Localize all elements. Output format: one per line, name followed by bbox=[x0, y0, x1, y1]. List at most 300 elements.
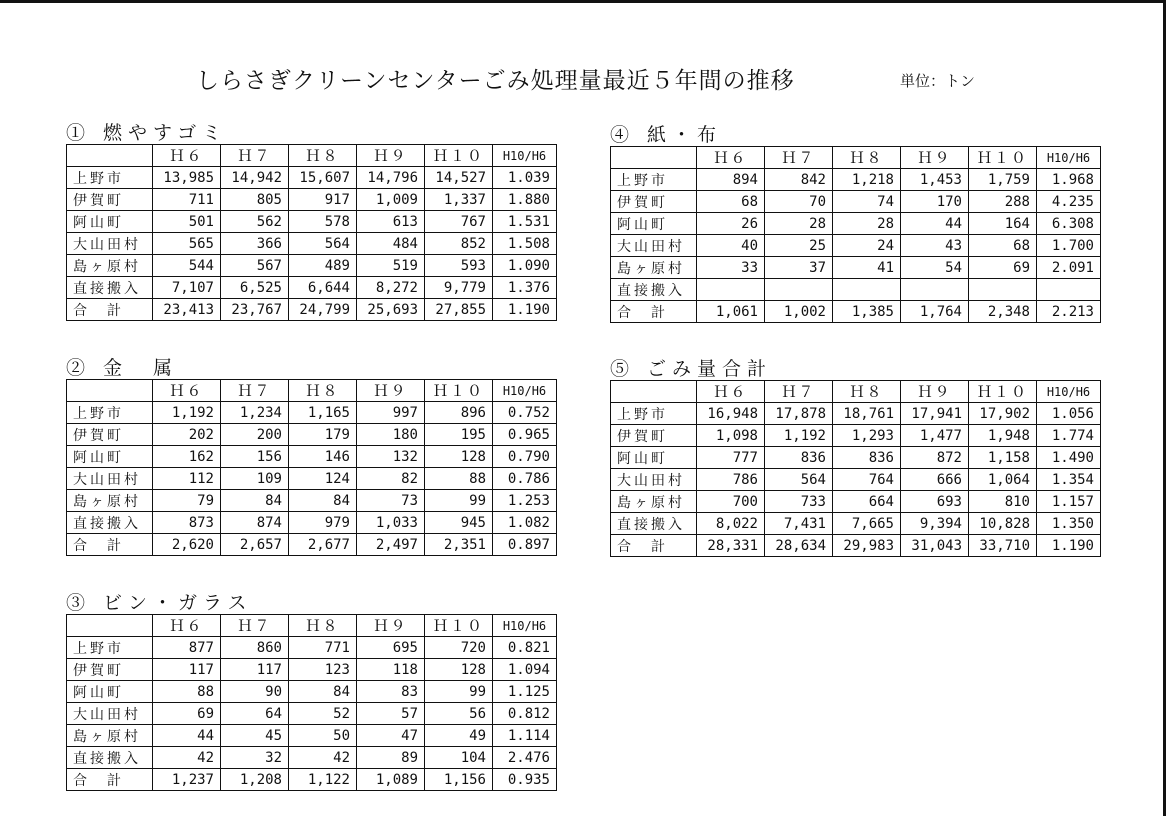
table-row bbox=[611, 491, 1101, 513]
row-label: 大山田村 bbox=[67, 468, 153, 490]
value-cell: 44 bbox=[153, 725, 221, 747]
value-cell: 810 bbox=[969, 491, 1037, 513]
value-cell: 118 bbox=[357, 659, 425, 681]
value-cell: 69 bbox=[153, 703, 221, 725]
value-cell: 82 bbox=[357, 468, 425, 490]
table-row bbox=[611, 257, 1101, 279]
value-cell: 180 bbox=[357, 424, 425, 446]
value-cell: 565 bbox=[153, 233, 221, 255]
row-label: 島ヶ原村 bbox=[611, 257, 697, 279]
table-row bbox=[611, 169, 1101, 191]
row-label: 島ヶ原村 bbox=[67, 255, 153, 277]
header-cell-ratio: H10/H6 bbox=[1037, 147, 1101, 169]
header-cell-year: Ｈ１０ bbox=[425, 380, 493, 402]
section-heading: ⑤ ごみ量合計 bbox=[610, 358, 773, 380]
table-row bbox=[67, 277, 557, 299]
value-cell: 1,192 bbox=[153, 402, 221, 424]
header-cell-year: Ｈ８ bbox=[833, 381, 901, 403]
header-cell-year: Ｈ６ bbox=[697, 147, 765, 169]
value-cell: 200 bbox=[221, 424, 289, 446]
table-row bbox=[67, 211, 557, 233]
value-cell: 564 bbox=[289, 233, 357, 255]
table-row bbox=[67, 703, 557, 725]
document-title: しらさぎクリーンセンターごみ処理量最近５年間の推移 bbox=[196, 68, 795, 94]
header-cell-year: Ｈ６ bbox=[153, 380, 221, 402]
ratio-cell: 1.350 bbox=[1037, 513, 1101, 535]
value-cell: 711 bbox=[153, 189, 221, 211]
value-cell: 979 bbox=[289, 512, 357, 534]
row-label: 上野市 bbox=[67, 637, 153, 659]
value-cell: 23,413 bbox=[153, 299, 221, 321]
value-cell: 1,234 bbox=[221, 402, 289, 424]
row-label: 上野市 bbox=[67, 167, 153, 189]
table-row bbox=[611, 213, 1101, 235]
table-row bbox=[611, 469, 1101, 491]
value-cell: 564 bbox=[765, 469, 833, 491]
table-row bbox=[611, 279, 1101, 301]
ratio-cell: 2.091 bbox=[1037, 257, 1101, 279]
value-cell: 10,828 bbox=[969, 513, 1037, 535]
value-cell: 873 bbox=[153, 512, 221, 534]
table-row bbox=[67, 534, 557, 556]
table-row bbox=[611, 447, 1101, 469]
value-cell: 786 bbox=[697, 469, 765, 491]
value-cell: 109 bbox=[221, 468, 289, 490]
header-cell-year: Ｈ８ bbox=[289, 615, 357, 637]
table-row bbox=[611, 235, 1101, 257]
value-cell: 917 bbox=[289, 189, 357, 211]
header-cell-year: Ｈ１０ bbox=[425, 615, 493, 637]
value-cell: 56 bbox=[425, 703, 493, 725]
value-cell: 24,799 bbox=[289, 299, 357, 321]
value-cell: 666 bbox=[901, 469, 969, 491]
value-cell: 14,942 bbox=[221, 167, 289, 189]
value-cell: 43 bbox=[901, 235, 969, 257]
ratio-cell: 1.880 bbox=[493, 189, 557, 211]
row-label: 上野市 bbox=[611, 169, 697, 191]
row-label: 直接搬入 bbox=[611, 279, 697, 301]
value-cell: 90 bbox=[221, 681, 289, 703]
value-cell: 27,855 bbox=[425, 299, 493, 321]
value-cell: 578 bbox=[289, 211, 357, 233]
value-cell: 693 bbox=[901, 491, 969, 513]
value-cell: 1,122 bbox=[289, 769, 357, 791]
value-cell: 31,043 bbox=[901, 535, 969, 557]
value-cell: 69 bbox=[969, 257, 1037, 279]
table-row bbox=[67, 769, 557, 791]
row-label: 直接搬入 bbox=[67, 747, 153, 769]
table-row bbox=[611, 403, 1101, 425]
section-heading: ② 金 属 bbox=[66, 357, 179, 379]
value-cell: 9,779 bbox=[425, 277, 493, 299]
row-label: 合 計 bbox=[67, 534, 153, 556]
ratio-cell: 1.090 bbox=[493, 255, 557, 277]
value-cell: 73 bbox=[357, 490, 425, 512]
row-label: 伊賀町 bbox=[67, 424, 153, 446]
unit-label: 単位：トン bbox=[900, 72, 976, 90]
value-cell: 700 bbox=[697, 491, 765, 513]
table-row bbox=[67, 725, 557, 747]
header-cell-year: Ｈ６ bbox=[697, 381, 765, 403]
value-cell: 162 bbox=[153, 446, 221, 468]
ratio-cell: 1.354 bbox=[1037, 469, 1101, 491]
value-cell: 28 bbox=[765, 213, 833, 235]
table-header-row bbox=[611, 147, 1101, 169]
value-cell: 23,767 bbox=[221, 299, 289, 321]
value-cell: 872 bbox=[901, 447, 969, 469]
value-cell: 17,878 bbox=[765, 403, 833, 425]
row-label: 上野市 bbox=[67, 402, 153, 424]
value-cell: 164 bbox=[969, 213, 1037, 235]
value-cell: 128 bbox=[425, 446, 493, 468]
value-cell: 29,983 bbox=[833, 535, 901, 557]
table-row bbox=[67, 299, 557, 321]
value-cell: 17,941 bbox=[901, 403, 969, 425]
value-cell: 1,337 bbox=[425, 189, 493, 211]
value-cell: 47 bbox=[357, 725, 425, 747]
value-cell: 132 bbox=[357, 446, 425, 468]
value-cell: 664 bbox=[833, 491, 901, 513]
value-cell: 288 bbox=[969, 191, 1037, 213]
value-cell: 2,497 bbox=[357, 534, 425, 556]
header-cell-year: Ｈ９ bbox=[901, 147, 969, 169]
value-cell: 805 bbox=[221, 189, 289, 211]
header-cell-year: Ｈ９ bbox=[357, 615, 425, 637]
value-cell: 124 bbox=[289, 468, 357, 490]
value-cell: 42 bbox=[289, 747, 357, 769]
table-header-row bbox=[67, 380, 557, 402]
value-cell: 777 bbox=[697, 447, 765, 469]
value-cell: 733 bbox=[765, 491, 833, 513]
value-cell: 1,293 bbox=[833, 425, 901, 447]
value-cell: 519 bbox=[357, 255, 425, 277]
value-cell: 84 bbox=[289, 490, 357, 512]
header-cell-year: Ｈ６ bbox=[153, 615, 221, 637]
value-cell: 852 bbox=[425, 233, 493, 255]
value-cell: 1,165 bbox=[289, 402, 357, 424]
ratio-cell: 1.376 bbox=[493, 277, 557, 299]
value-cell: 593 bbox=[425, 255, 493, 277]
value-cell: 14,796 bbox=[357, 167, 425, 189]
table-header-row bbox=[611, 381, 1101, 403]
value-cell: 112 bbox=[153, 468, 221, 490]
value-cell: 179 bbox=[289, 424, 357, 446]
value-cell: 57 bbox=[357, 703, 425, 725]
table-row bbox=[67, 490, 557, 512]
row-label: 伊賀町 bbox=[67, 189, 153, 211]
row-label: 伊賀町 bbox=[611, 425, 697, 447]
ratio-cell: 0.812 bbox=[493, 703, 557, 725]
section-paper-cloth bbox=[610, 124, 1101, 323]
value-cell: 1,192 bbox=[765, 425, 833, 447]
table-row bbox=[611, 301, 1101, 323]
value-cell: 544 bbox=[153, 255, 221, 277]
row-label: 上野市 bbox=[611, 403, 697, 425]
value-cell: 170 bbox=[901, 191, 969, 213]
value-cell bbox=[765, 279, 833, 301]
value-cell: 52 bbox=[289, 703, 357, 725]
value-cell: 40 bbox=[697, 235, 765, 257]
value-cell: 842 bbox=[765, 169, 833, 191]
row-label: 大山田村 bbox=[611, 469, 697, 491]
ratio-cell: 1.157 bbox=[1037, 491, 1101, 513]
value-cell: 33 bbox=[697, 257, 765, 279]
value-cell: 99 bbox=[425, 490, 493, 512]
row-label: 阿山町 bbox=[67, 446, 153, 468]
value-cell: 70 bbox=[765, 191, 833, 213]
value-cell: 117 bbox=[153, 659, 221, 681]
ratio-cell: 0.821 bbox=[493, 637, 557, 659]
table-row bbox=[67, 747, 557, 769]
ratio-cell: 1.531 bbox=[493, 211, 557, 233]
header-cell-blank bbox=[611, 147, 697, 169]
ratio-cell bbox=[1037, 279, 1101, 301]
value-cell: 567 bbox=[221, 255, 289, 277]
header-cell-year: Ｈ７ bbox=[221, 145, 289, 167]
value-cell: 1,158 bbox=[969, 447, 1037, 469]
value-cell: 83 bbox=[357, 681, 425, 703]
value-cell: 50 bbox=[289, 725, 357, 747]
data-table bbox=[66, 379, 557, 556]
value-cell: 28,634 bbox=[765, 535, 833, 557]
table-row bbox=[611, 513, 1101, 535]
value-cell: 28,331 bbox=[697, 535, 765, 557]
value-cell: 896 bbox=[425, 402, 493, 424]
value-cell: 997 bbox=[357, 402, 425, 424]
row-label: 島ヶ原村 bbox=[611, 491, 697, 513]
table-row bbox=[67, 637, 557, 659]
value-cell bbox=[969, 279, 1037, 301]
value-cell: 89 bbox=[357, 747, 425, 769]
ratio-cell: 1.490 bbox=[1037, 447, 1101, 469]
table-row bbox=[67, 659, 557, 681]
ratio-cell: 1.039 bbox=[493, 167, 557, 189]
value-cell: 18,761 bbox=[833, 403, 901, 425]
value-cell: 874 bbox=[221, 512, 289, 534]
value-cell: 8,272 bbox=[357, 277, 425, 299]
value-cell: 1,033 bbox=[357, 512, 425, 534]
value-cell: 25 bbox=[765, 235, 833, 257]
value-cell: 7,665 bbox=[833, 513, 901, 535]
value-cell: 84 bbox=[289, 681, 357, 703]
row-label: 大山田村 bbox=[67, 233, 153, 255]
value-cell: 88 bbox=[153, 681, 221, 703]
ratio-cell: 1.774 bbox=[1037, 425, 1101, 447]
header-cell-year: Ｈ１０ bbox=[425, 145, 493, 167]
value-cell: 1,237 bbox=[153, 769, 221, 791]
value-cell: 88 bbox=[425, 468, 493, 490]
value-cell: 1,477 bbox=[901, 425, 969, 447]
ratio-cell: 2.476 bbox=[493, 747, 557, 769]
header-cell-year: Ｈ７ bbox=[765, 147, 833, 169]
value-cell: 16,948 bbox=[697, 403, 765, 425]
header-cell-year: Ｈ９ bbox=[901, 381, 969, 403]
ratio-cell: 1.968 bbox=[1037, 169, 1101, 191]
section-heading: ① 燃やすゴミ bbox=[66, 122, 228, 144]
section-metal bbox=[66, 357, 557, 556]
value-cell: 32 bbox=[221, 747, 289, 769]
table-row bbox=[611, 535, 1101, 557]
value-cell: 195 bbox=[425, 424, 493, 446]
ratio-cell: 0.790 bbox=[493, 446, 557, 468]
table-row bbox=[67, 255, 557, 277]
value-cell: 202 bbox=[153, 424, 221, 446]
value-cell: 49 bbox=[425, 725, 493, 747]
ratio-cell: 0.752 bbox=[493, 402, 557, 424]
ratio-cell: 0.965 bbox=[493, 424, 557, 446]
row-label: 直接搬入 bbox=[67, 277, 153, 299]
value-cell: 84 bbox=[221, 490, 289, 512]
value-cell: 1,002 bbox=[765, 301, 833, 323]
page-border-top bbox=[0, 0, 1166, 3]
value-cell: 1,156 bbox=[425, 769, 493, 791]
ratio-cell: 4.235 bbox=[1037, 191, 1101, 213]
header-cell-blank bbox=[67, 380, 153, 402]
ratio-cell: 0.786 bbox=[493, 468, 557, 490]
ratio-cell: 1.508 bbox=[493, 233, 557, 255]
table-row bbox=[67, 189, 557, 211]
row-label: 大山田村 bbox=[67, 703, 153, 725]
row-label: 阿山町 bbox=[67, 681, 153, 703]
value-cell: 1,218 bbox=[833, 169, 901, 191]
header-cell-blank bbox=[67, 615, 153, 637]
section-heading: ③ ビン・ガラス bbox=[66, 592, 253, 614]
value-cell: 1,009 bbox=[357, 189, 425, 211]
value-cell: 6,525 bbox=[221, 277, 289, 299]
value-cell: 146 bbox=[289, 446, 357, 468]
value-cell: 366 bbox=[221, 233, 289, 255]
value-cell: 13,985 bbox=[153, 167, 221, 189]
value-cell: 764 bbox=[833, 469, 901, 491]
value-cell: 894 bbox=[697, 169, 765, 191]
header-cell-blank bbox=[611, 381, 697, 403]
value-cell: 1,061 bbox=[697, 301, 765, 323]
table-header-row bbox=[67, 615, 557, 637]
row-label: 直接搬入 bbox=[67, 512, 153, 534]
table-row bbox=[611, 425, 1101, 447]
value-cell: 14,527 bbox=[425, 167, 493, 189]
value-cell: 836 bbox=[833, 447, 901, 469]
table-header-row bbox=[67, 145, 557, 167]
value-cell: 8,022 bbox=[697, 513, 765, 535]
value-cell: 41 bbox=[833, 257, 901, 279]
ratio-cell: 1.253 bbox=[493, 490, 557, 512]
value-cell: 2,677 bbox=[289, 534, 357, 556]
ratio-cell: 1.190 bbox=[1037, 535, 1101, 557]
value-cell: 1,064 bbox=[969, 469, 1037, 491]
value-cell: 15,607 bbox=[289, 167, 357, 189]
value-cell: 79 bbox=[153, 490, 221, 512]
value-cell: 42 bbox=[153, 747, 221, 769]
header-cell-year: Ｈ１０ bbox=[969, 147, 1037, 169]
value-cell: 501 bbox=[153, 211, 221, 233]
value-cell: 1,453 bbox=[901, 169, 969, 191]
row-label: 阿山町 bbox=[611, 213, 697, 235]
value-cell: 2,351 bbox=[425, 534, 493, 556]
ratio-cell: 1.094 bbox=[493, 659, 557, 681]
value-cell: 7,431 bbox=[765, 513, 833, 535]
table-row bbox=[67, 402, 557, 424]
value-cell: 99 bbox=[425, 681, 493, 703]
value-cell: 484 bbox=[357, 233, 425, 255]
table-row bbox=[611, 191, 1101, 213]
table-row bbox=[67, 446, 557, 468]
value-cell: 1,385 bbox=[833, 301, 901, 323]
header-cell-year: Ｈ１０ bbox=[969, 381, 1037, 403]
value-cell: 695 bbox=[357, 637, 425, 659]
value-cell: 945 bbox=[425, 512, 493, 534]
value-cell: 123 bbox=[289, 659, 357, 681]
value-cell: 17,902 bbox=[969, 403, 1037, 425]
data-table bbox=[66, 144, 557, 321]
value-cell: 25,693 bbox=[357, 299, 425, 321]
value-cell: 28 bbox=[833, 213, 901, 235]
value-cell: 1,208 bbox=[221, 769, 289, 791]
ratio-cell: 2.213 bbox=[1037, 301, 1101, 323]
ratio-cell: 1.700 bbox=[1037, 235, 1101, 257]
value-cell: 562 bbox=[221, 211, 289, 233]
row-label: 伊賀町 bbox=[67, 659, 153, 681]
value-cell: 489 bbox=[289, 255, 357, 277]
value-cell bbox=[833, 279, 901, 301]
section-burnable bbox=[66, 122, 557, 321]
ratio-cell: 1.082 bbox=[493, 512, 557, 534]
value-cell: 68 bbox=[697, 191, 765, 213]
value-cell: 128 bbox=[425, 659, 493, 681]
value-cell: 1,948 bbox=[969, 425, 1037, 447]
ratio-cell: 1.125 bbox=[493, 681, 557, 703]
header-cell-year: Ｈ７ bbox=[221, 380, 289, 402]
value-cell: 836 bbox=[765, 447, 833, 469]
value-cell: 1,089 bbox=[357, 769, 425, 791]
value-cell: 74 bbox=[833, 191, 901, 213]
header-cell-year: Ｈ６ bbox=[153, 145, 221, 167]
value-cell: 2,620 bbox=[153, 534, 221, 556]
value-cell: 44 bbox=[901, 213, 969, 235]
section-glass bbox=[66, 592, 557, 791]
value-cell: 33,710 bbox=[969, 535, 1037, 557]
section-total bbox=[610, 358, 1101, 557]
value-cell: 117 bbox=[221, 659, 289, 681]
header-cell-year: Ｈ９ bbox=[357, 145, 425, 167]
header-cell-ratio: H10/H6 bbox=[1037, 381, 1101, 403]
value-cell: 771 bbox=[289, 637, 357, 659]
value-cell bbox=[901, 279, 969, 301]
header-cell-ratio: H10/H6 bbox=[493, 615, 557, 637]
row-label: 阿山町 bbox=[611, 447, 697, 469]
header-cell-year: Ｈ８ bbox=[289, 145, 357, 167]
header-cell-year: Ｈ７ bbox=[221, 615, 289, 637]
table-row bbox=[67, 681, 557, 703]
table-row bbox=[67, 167, 557, 189]
value-cell: 37 bbox=[765, 257, 833, 279]
value-cell: 1,098 bbox=[697, 425, 765, 447]
value-cell: 64 bbox=[221, 703, 289, 725]
header-cell-year: Ｈ８ bbox=[289, 380, 357, 402]
header-cell-ratio: H10/H6 bbox=[493, 145, 557, 167]
header-cell-ratio: H10/H6 bbox=[493, 380, 557, 402]
value-cell: 860 bbox=[221, 637, 289, 659]
table-row bbox=[67, 468, 557, 490]
row-label: 合 計 bbox=[67, 769, 153, 791]
table-row bbox=[67, 424, 557, 446]
ratio-cell: 1.114 bbox=[493, 725, 557, 747]
ratio-cell: 0.935 bbox=[493, 769, 557, 791]
row-label: 合 計 bbox=[611, 535, 697, 557]
value-cell: 68 bbox=[969, 235, 1037, 257]
row-label: 合 計 bbox=[611, 301, 697, 323]
header-cell-year: Ｈ９ bbox=[357, 380, 425, 402]
